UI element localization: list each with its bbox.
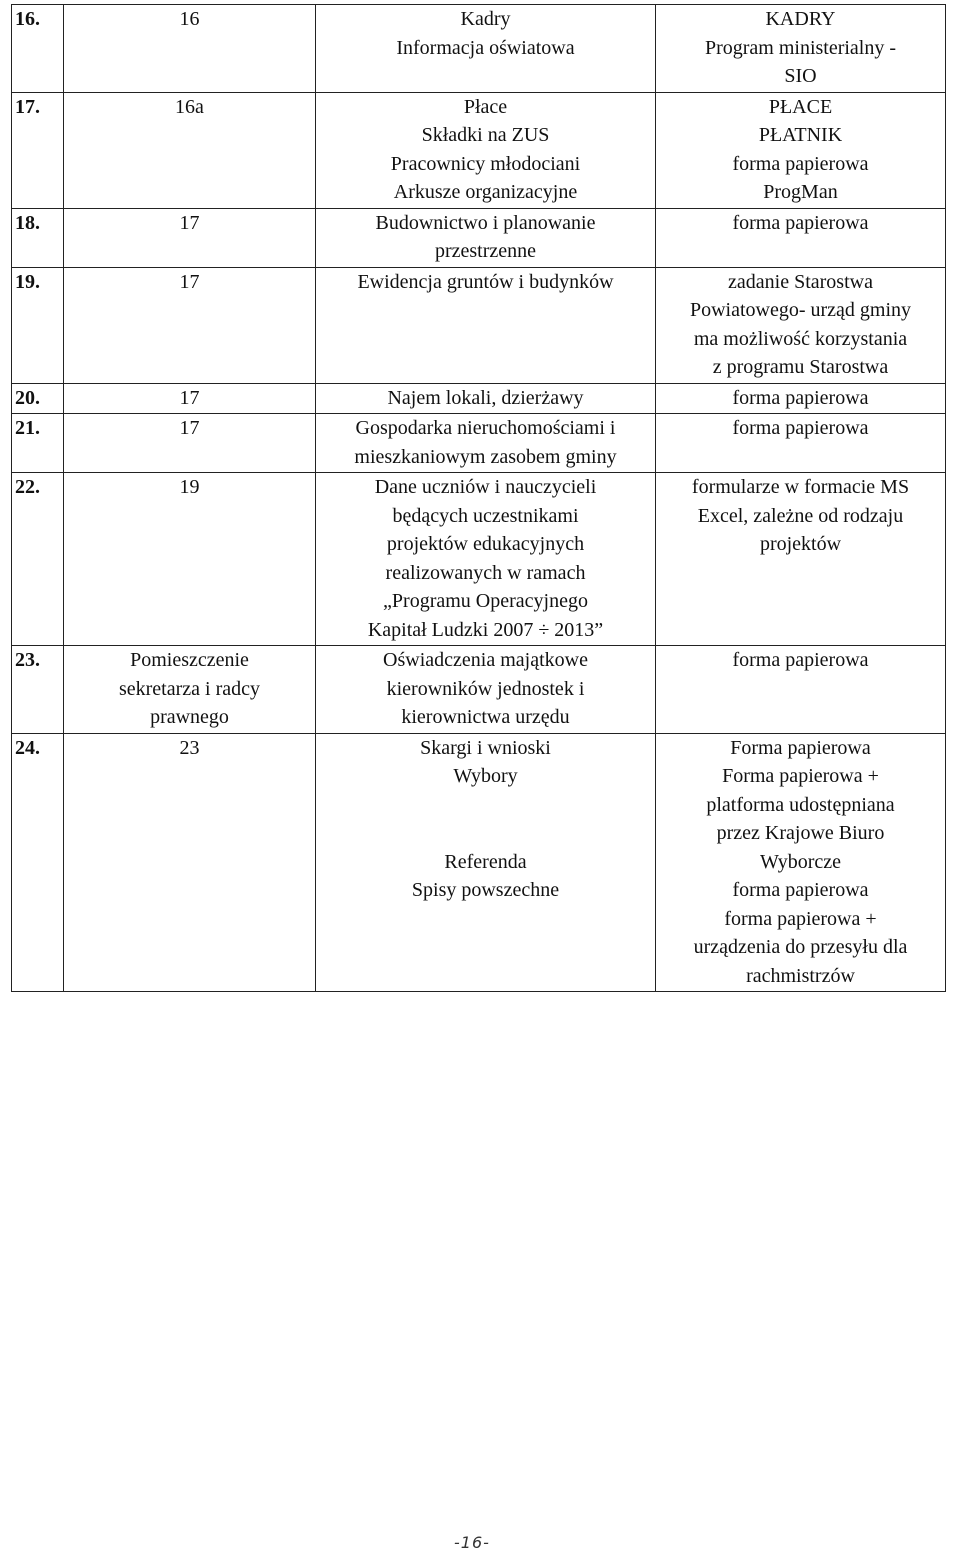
record-form-line: forma papierowa xyxy=(732,879,869,901)
subject-matter-line: przestrzenne xyxy=(434,240,537,262)
organizational-unit-line: 17 xyxy=(179,417,200,439)
subject-matter-line: kierownictwa urzędu xyxy=(401,706,570,728)
subject-matter-line: Skargi i wnioski xyxy=(420,736,551,759)
record-form-line: SIO xyxy=(784,65,817,87)
table-row xyxy=(12,414,946,473)
blank-line xyxy=(318,819,653,848)
organizational-unit-line: prawnego xyxy=(150,706,229,728)
organizational-unit-cell xyxy=(64,383,316,414)
organizational-unit-cell xyxy=(64,414,316,473)
subject-matter-line: mieszkaniowym zasobem gminy xyxy=(354,445,617,468)
subject-matter-line: Informacja oświatowa xyxy=(396,36,575,59)
subject-matter-cell xyxy=(316,414,656,473)
subject-matter-line: Dane uczniów i nauczycieli xyxy=(374,476,597,498)
page-number: -16- xyxy=(454,1533,490,1552)
record-form-line: Program ministerialny - xyxy=(704,36,897,59)
subject-matter-line: Kadry xyxy=(460,8,511,30)
subject-matter-line: Pracownicy młodociani xyxy=(390,152,581,175)
organizational-unit-line: 23 xyxy=(179,736,200,759)
subject-matter-line: Płace xyxy=(463,95,508,118)
record-form-cell xyxy=(656,733,946,992)
subject-matter-cell xyxy=(316,383,656,414)
table-row xyxy=(12,208,946,267)
subject-matter-cell xyxy=(316,5,656,93)
subject-matter-line: Gospodarka nieruchomościami i xyxy=(355,417,616,439)
organizational-unit-cell xyxy=(64,646,316,734)
record-form-line: Forma papierowa + xyxy=(722,765,879,787)
row-number-cell: 23. xyxy=(12,646,64,734)
record-form-line: z programu Starostwa xyxy=(712,356,889,378)
organizational-unit-cell xyxy=(64,208,316,267)
record-form-line: forma papierowa xyxy=(732,649,869,671)
subject-matter-line: realizowanych w ramach xyxy=(385,561,586,584)
subject-matter-cell xyxy=(316,473,656,646)
record-form-line: Powiatowego- urząd gminy xyxy=(689,299,912,321)
subject-matter-line: kierowników jednostek i xyxy=(386,677,585,700)
organizational-unit-cell xyxy=(64,267,316,383)
record-form-line: PŁATNIK xyxy=(758,124,843,146)
row-number-cell: 24. xyxy=(12,733,64,992)
record-form-line: forma papierowa + xyxy=(724,907,877,930)
organizational-unit-line: 17 xyxy=(179,270,200,293)
row-number-cell: 19. xyxy=(12,267,64,383)
organizational-unit-cell xyxy=(64,5,316,93)
subject-matter-cell xyxy=(316,646,656,734)
record-form-line: forma papierowa xyxy=(732,386,869,409)
record-form-line: ProgMan xyxy=(763,181,838,203)
register-table-body xyxy=(12,5,946,992)
subject-matter-line: Referenda xyxy=(444,850,527,873)
record-form-cell xyxy=(656,92,946,208)
record-form-line: formularze w formacie MS xyxy=(691,476,910,498)
record-form-line: ma możliwość korzystania xyxy=(693,327,908,350)
subject-matter-line: Wybory xyxy=(453,765,518,787)
row-number-cell: 16. xyxy=(12,5,64,93)
table-row xyxy=(12,92,946,208)
record-form-line: zadanie Starostwa xyxy=(728,270,873,293)
subject-matter-cell xyxy=(316,267,656,383)
subject-matter-line: Oświadczenia majątkowe xyxy=(383,649,588,671)
organizational-unit-line: 16a xyxy=(175,95,204,118)
record-form-cell xyxy=(656,646,946,734)
subject-matter-line: „Programu Operacyjnego xyxy=(383,590,588,612)
record-form-cell xyxy=(656,208,946,267)
organizational-unit-line: 17 xyxy=(179,211,200,234)
subject-matter-line: Składki na ZUS xyxy=(421,124,550,146)
record-form-line: platforma udostępniana xyxy=(706,793,895,816)
record-form-line: Forma papierowa xyxy=(730,736,871,759)
organizational-unit-cell xyxy=(64,92,316,208)
organizational-unit-line: Pomieszczenie xyxy=(130,649,249,671)
organizational-unit-cell xyxy=(64,473,316,646)
table-row xyxy=(12,383,946,414)
record-form-cell xyxy=(656,383,946,414)
organizational-unit-line: sekretarza i radcy xyxy=(118,677,260,700)
row-number-cell: 21. xyxy=(12,414,64,473)
row-number-cell: 17. xyxy=(12,92,64,208)
record-form-cell xyxy=(656,267,946,383)
record-form-line: Wyborcze xyxy=(760,850,841,873)
record-form-line: PŁACE xyxy=(768,95,833,118)
table-row xyxy=(12,267,946,383)
table-row xyxy=(12,473,946,646)
organizational-unit-line: 16 xyxy=(179,8,200,30)
organizational-unit-cell xyxy=(64,733,316,992)
subject-matter-line: Spisy powszechne xyxy=(411,879,560,901)
record-form-line: forma papierowa xyxy=(732,211,869,234)
organizational-unit-line: 19 xyxy=(179,476,200,498)
register-table xyxy=(11,4,946,992)
subject-matter-cell xyxy=(316,208,656,267)
record-form-line: Excel, zależne od rodzaju xyxy=(697,504,904,527)
record-form-cell xyxy=(656,473,946,646)
subject-matter-line: Najem lokali, dzierżawy xyxy=(387,386,584,409)
subject-matter-cell xyxy=(316,733,656,992)
blank-line xyxy=(318,791,653,820)
subject-matter-line: projektów edukacyjnych xyxy=(386,533,585,555)
subject-matter-cell xyxy=(316,92,656,208)
record-form-line: rachmistrzów xyxy=(746,964,855,987)
subject-matter-line: Arkusze organizacyjne xyxy=(393,181,578,203)
record-form-line: projektów xyxy=(759,533,842,555)
subject-matter-line: Kapitał Ludzki 2007 ÷ 2013” xyxy=(367,618,604,641)
table-row xyxy=(12,5,946,93)
record-form-line: KADRY xyxy=(765,8,836,30)
record-form-cell xyxy=(656,414,946,473)
record-form-line: urządzenia do przesyłu dla xyxy=(693,936,908,958)
table-row xyxy=(12,733,946,992)
subject-matter-line: będących uczestnikami xyxy=(392,504,579,527)
record-form-line: forma papierowa xyxy=(732,152,869,175)
subject-matter-line: Budownictwo i planowanie xyxy=(375,211,596,234)
row-number-cell: 18. xyxy=(12,208,64,267)
row-number-cell: 22. xyxy=(12,473,64,646)
organizational-unit-line: 17 xyxy=(179,386,200,409)
table-row xyxy=(12,646,946,734)
subject-matter-line: Ewidencja gruntów i budynków xyxy=(357,270,614,293)
record-form-line: przez Krajowe Biuro xyxy=(716,822,885,844)
record-form-cell xyxy=(656,5,946,93)
record-form-line: forma papierowa xyxy=(732,417,869,439)
row-number-cell: 20. xyxy=(12,383,64,414)
